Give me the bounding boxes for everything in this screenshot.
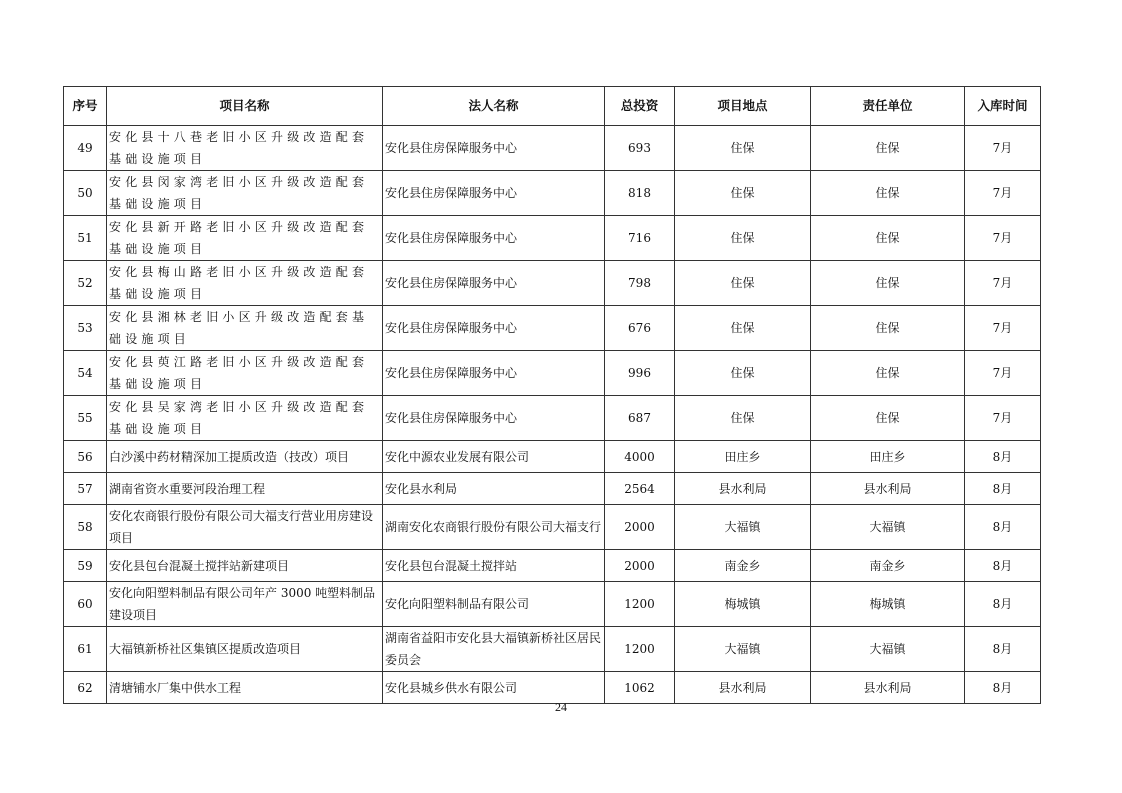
project-name: 安化县萸江路老旧小区升级改造配套基础设施项目 — [107, 351, 383, 396]
row-number: 57 — [64, 473, 107, 505]
total-investment: 1200 — [605, 627, 675, 672]
table-row — [64, 672, 1041, 704]
responsible-unit: 南金乡 — [811, 550, 965, 582]
row-number: 61 — [64, 627, 107, 672]
row-number: 62 — [64, 672, 107, 704]
project-location: 住保 — [675, 261, 811, 306]
responsible-unit: 县水利局 — [811, 473, 965, 505]
total-investment: 693 — [605, 126, 675, 171]
header-location: 项目地点 — [675, 87, 811, 126]
project-location: 住保 — [675, 306, 811, 351]
entry-time: 7月 — [965, 306, 1041, 351]
total-investment: 1062 — [605, 672, 675, 704]
header-total-investment: 总投资 — [605, 87, 675, 126]
project-location: 住保 — [675, 396, 811, 441]
header-legal-entity: 法人名称 — [383, 87, 605, 126]
row-number: 51 — [64, 216, 107, 261]
entry-time: 7月 — [965, 351, 1041, 396]
responsible-unit: 住保 — [811, 351, 965, 396]
row-number: 49 — [64, 126, 107, 171]
row-number: 53 — [64, 306, 107, 351]
total-investment: 818 — [605, 171, 675, 216]
entry-time: 8月 — [965, 582, 1041, 627]
table-row — [64, 441, 1041, 473]
project-location: 县水利局 — [675, 672, 811, 704]
total-investment: 798 — [605, 261, 675, 306]
legal-entity: 湖南安化农商银行股份有限公司大福支行 — [383, 505, 605, 550]
total-investment: 1200 — [605, 582, 675, 627]
responsible-unit: 住保 — [811, 396, 965, 441]
project-location: 大福镇 — [675, 505, 811, 550]
entry-time: 8月 — [965, 505, 1041, 550]
entry-time: 8月 — [965, 672, 1041, 704]
project-name: 安化县吴家湾老旧小区升级改造配套基础设施项目 — [107, 396, 383, 441]
project-location: 南金乡 — [675, 550, 811, 582]
project-table — [63, 86, 1041, 704]
table-row — [64, 396, 1041, 441]
row-number: 60 — [64, 582, 107, 627]
entry-time: 8月 — [965, 550, 1041, 582]
header-no: 序号 — [64, 87, 107, 126]
project-name: 安化县包台混凝土搅拌站新建项目 — [107, 550, 383, 582]
project-location: 住保 — [675, 216, 811, 261]
total-investment: 4000 — [605, 441, 675, 473]
project-name: 安化县湘林老旧小区升级改造配套基础设施项目 — [107, 306, 383, 351]
header-project-name: 项目名称 — [107, 87, 383, 126]
total-investment: 716 — [605, 216, 675, 261]
legal-entity: 安化县住房保障服务中心 — [383, 171, 605, 216]
entry-time: 8月 — [965, 627, 1041, 672]
legal-entity: 安化县住房保障服务中心 — [383, 351, 605, 396]
legal-entity: 安化中源农业发展有限公司 — [383, 441, 605, 473]
responsible-unit: 住保 — [811, 261, 965, 306]
project-name: 安化向阳塑料制品有限公司年产 3000 吨塑料制品建设项目 — [107, 582, 383, 627]
table-row — [64, 261, 1041, 306]
project-name: 安化县闵家湾老旧小区升级改造配套基础设施项目 — [107, 171, 383, 216]
project-name: 白沙溪中药材精深加工提质改造（技改）项目 — [107, 441, 383, 473]
legal-entity: 安化县城乡供水有限公司 — [383, 672, 605, 704]
legal-entity: 安化县住房保障服务中心 — [383, 396, 605, 441]
legal-entity: 安化县包台混凝土搅拌站 — [383, 550, 605, 582]
entry-time: 8月 — [965, 441, 1041, 473]
legal-entity: 安化县住房保障服务中心 — [383, 126, 605, 171]
row-number: 58 — [64, 505, 107, 550]
table-row — [64, 351, 1041, 396]
row-number: 50 — [64, 171, 107, 216]
project-location: 县水利局 — [675, 473, 811, 505]
project-location: 住保 — [675, 171, 811, 216]
project-location: 田庄乡 — [675, 441, 811, 473]
responsible-unit: 住保 — [811, 126, 965, 171]
project-name: 安化农商银行股份有限公司大福支行营业用房建设项目 — [107, 505, 383, 550]
total-investment: 676 — [605, 306, 675, 351]
total-investment: 2000 — [605, 505, 675, 550]
total-investment: 2564 — [605, 473, 675, 505]
responsible-unit: 住保 — [811, 216, 965, 261]
total-investment: 687 — [605, 396, 675, 441]
responsible-unit: 梅城镇 — [811, 582, 965, 627]
total-investment: 2000 — [605, 550, 675, 582]
table-row — [64, 126, 1041, 171]
table-row — [64, 505, 1041, 550]
table-row — [64, 306, 1041, 351]
table-row — [64, 473, 1041, 505]
project-name: 安化县梅山路老旧小区升级改造配套基础设施项目 — [107, 261, 383, 306]
legal-entity: 安化县水利局 — [383, 473, 605, 505]
project-location: 梅城镇 — [675, 582, 811, 627]
project-name: 安化县新开路老旧小区升级改造配套基础设施项目 — [107, 216, 383, 261]
project-location: 住保 — [675, 351, 811, 396]
table-row — [64, 627, 1041, 672]
row-number: 59 — [64, 550, 107, 582]
table-row — [64, 171, 1041, 216]
responsible-unit: 县水利局 — [811, 672, 965, 704]
header-entry-time: 入库时间 — [965, 87, 1041, 126]
entry-time: 8月 — [965, 473, 1041, 505]
responsible-unit: 住保 — [811, 306, 965, 351]
entry-time: 7月 — [965, 216, 1041, 261]
responsible-unit: 住保 — [811, 171, 965, 216]
legal-entity: 安化向阳塑料制品有限公司 — [383, 582, 605, 627]
project-name: 安化县十八巷老旧小区升级改造配套基础设施项目 — [107, 126, 383, 171]
entry-time: 7月 — [965, 396, 1041, 441]
responsible-unit: 大福镇 — [811, 627, 965, 672]
project-location: 住保 — [675, 126, 811, 171]
row-number: 56 — [64, 441, 107, 473]
entry-time: 7月 — [965, 261, 1041, 306]
page-number: 24 — [555, 700, 567, 714]
entry-time: 7月 — [965, 126, 1041, 171]
total-investment: 996 — [605, 351, 675, 396]
table-header-row — [64, 87, 1041, 126]
project-location: 大福镇 — [675, 627, 811, 672]
legal-entity: 安化县住房保障服务中心 — [383, 216, 605, 261]
project-name: 大福镇新桥社区集镇区提质改造项目 — [107, 627, 383, 672]
row-number: 55 — [64, 396, 107, 441]
table-row — [64, 216, 1041, 261]
header-responsible-unit: 责任单位 — [811, 87, 965, 126]
row-number: 54 — [64, 351, 107, 396]
responsible-unit: 大福镇 — [811, 505, 965, 550]
project-name: 湖南省资水重要河段治理工程 — [107, 473, 383, 505]
responsible-unit: 田庄乡 — [811, 441, 965, 473]
legal-entity: 安化县住房保障服务中心 — [383, 261, 605, 306]
table-row — [64, 550, 1041, 582]
table-row — [64, 582, 1041, 627]
row-number: 52 — [64, 261, 107, 306]
legal-entity: 湖南省益阳市安化县大福镇新桥社区居民委员会 — [383, 627, 605, 672]
entry-time: 7月 — [965, 171, 1041, 216]
project-name: 清塘铺水厂集中供水工程 — [107, 672, 383, 704]
legal-entity: 安化县住房保障服务中心 — [383, 306, 605, 351]
